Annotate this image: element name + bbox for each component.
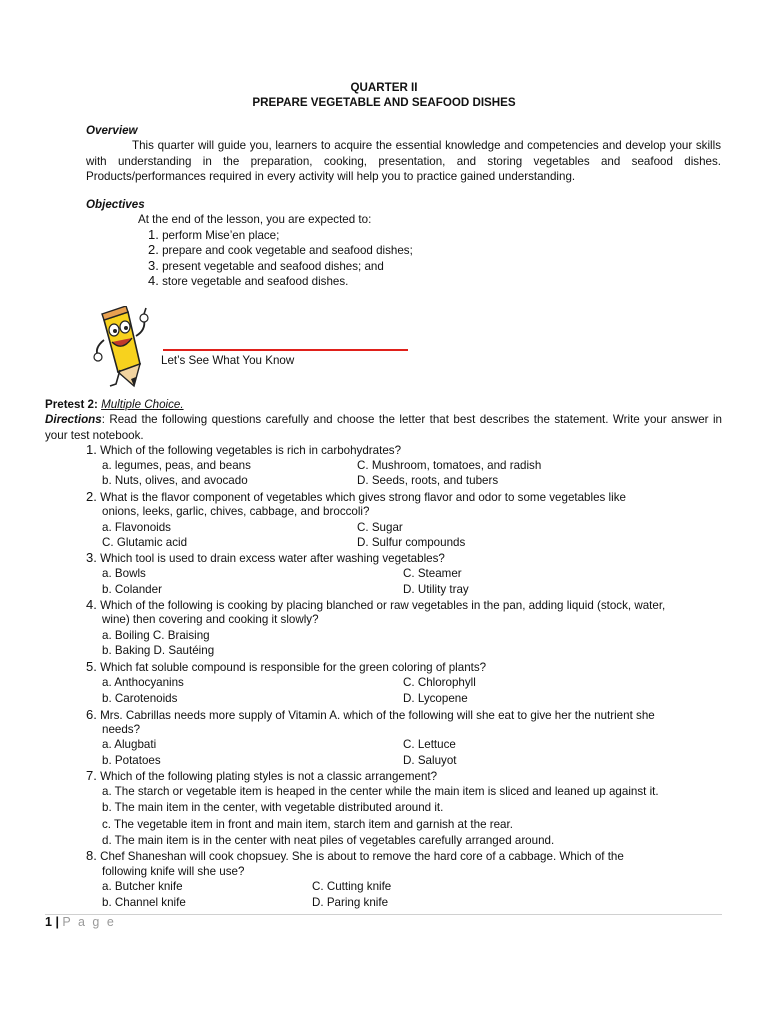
question-7: 7. Which of the following plating styles is not a classic arrangement? bbox=[86, 768, 438, 783]
option: C. Lettuce bbox=[403, 738, 456, 751]
option: a. Butcher knife bbox=[102, 880, 183, 893]
directions-text: : Read the following questions carefully and choose the letter that best describes the statement. Write your answer in your test notebook. bbox=[45, 413, 722, 442]
option: a. Alugbati bbox=[102, 738, 157, 751]
option: D. Sulfur compounds bbox=[357, 536, 466, 549]
question-6: 6. Mrs. Cabrillas needs more supply of Vitamin A. which of the following will she eat to give her the nutrient she bbox=[86, 707, 655, 722]
pretest-label: Pretest 2: bbox=[45, 398, 98, 411]
option: D. Lycopene bbox=[403, 692, 468, 705]
pencil-mascot-icon bbox=[90, 306, 152, 390]
question-2-continued: onions, leeks, garlic, chives, cabbage, and broccoli? bbox=[102, 505, 370, 518]
option: b. Baking D. Sautéing bbox=[102, 644, 215, 657]
option: C. Steamer bbox=[403, 567, 462, 580]
option: D. Seeds, roots, and tubers bbox=[357, 474, 499, 487]
objective-item: 3. present vegetable and seafood dishes; and bbox=[148, 258, 384, 273]
option: a. The starch or vegetable item is heaped in the center while the main item is sliced and leaned up against it. bbox=[102, 785, 659, 798]
page-footer bbox=[45, 915, 116, 931]
question-4: 4. Which of the following is cooking by placing blanched or raw vegetables in the pan, adding liquid (stock, water, bbox=[86, 597, 666, 612]
page-title: PREPARE VEGETABLE AND SEAFOOD DISHES bbox=[252, 96, 516, 109]
question-8-continued: following knife will she use? bbox=[102, 865, 245, 878]
objective-item: 2. prepare and cook vegetable and seafood dishes; bbox=[148, 242, 413, 257]
pretest-heading bbox=[45, 397, 184, 413]
option: a. Anthocyanins bbox=[102, 676, 184, 689]
option: b. Carotenoids bbox=[102, 692, 178, 705]
section-banner-label: Let’s See What You Know bbox=[161, 354, 295, 367]
directions-label: Directions bbox=[45, 413, 102, 426]
option: a. Bowls bbox=[102, 567, 146, 580]
footer-divider bbox=[45, 914, 722, 915]
page-number: 1 bbox=[45, 915, 52, 929]
directions bbox=[45, 412, 722, 443]
option: D. Saluyot bbox=[403, 754, 457, 767]
question-5: 5. Which fat soluble compound is responsible for the green coloring of plants? bbox=[86, 659, 487, 674]
question-2: 2. What is the flavor component of vegetables which gives strong flavor and odor to some vegetables like bbox=[86, 489, 626, 504]
question-3: 3. Which tool is used to drain excess water after washing vegetables? bbox=[86, 550, 445, 565]
option: b. The main item in the center, with vegetable distributed around it. bbox=[102, 801, 444, 814]
quarter-label: QUARTER II bbox=[350, 81, 418, 94]
question-6-continued: needs? bbox=[102, 723, 141, 736]
overview-heading: Overview bbox=[86, 124, 138, 137]
objectives-intro: At the end of the lesson, you are expected to: bbox=[138, 213, 372, 226]
option: C. Chlorophyll bbox=[403, 676, 476, 689]
question-1: 1. Which of the following vegetables is rich in carbohydrates? bbox=[86, 442, 402, 457]
option: D. Utility tray bbox=[403, 583, 469, 596]
objective-item: 1. perform Mise’en place; bbox=[148, 227, 280, 242]
objective-item: 4. store vegetable and seafood dishes. bbox=[148, 273, 349, 288]
pretest-type: Multiple Choice. bbox=[101, 398, 184, 411]
option: C. Glutamic acid bbox=[102, 536, 188, 549]
option: a. Flavonoids bbox=[102, 521, 171, 534]
overview-text: This quarter will guide you, learners to acquire the essential knowledge and competencies and develop your skills with understanding in the preparation, cooking, presentation, and storing vegetables and seafood dishes. Products/performances required in every activity will help you to practice gained understanding. bbox=[86, 139, 721, 183]
option: C. Mushroom, tomatoes, and radish bbox=[357, 459, 542, 472]
objectives-heading: Objectives bbox=[86, 198, 145, 211]
option: C. Cutting knife bbox=[312, 880, 392, 893]
option: b. Nuts, olives, and avocado bbox=[102, 474, 248, 487]
question-8: 8. Chef Shaneshan will cook chopsuey. She is about to remove the hard core of a cabbage. Which of the bbox=[86, 848, 624, 863]
option: b. Channel knife bbox=[102, 896, 186, 909]
option: C. Sugar bbox=[357, 521, 403, 534]
section-divider bbox=[163, 349, 408, 351]
option: d. The main item is in the center with neat piles of vegetables carefully arranged around. bbox=[102, 834, 555, 847]
option: D. Paring knife bbox=[312, 896, 389, 909]
option: c. The vegetable item in front and main item, starch item and garnish at the rear. bbox=[102, 818, 513, 831]
option: a. Boiling C. Braising bbox=[102, 629, 210, 642]
option: b. Potatoes bbox=[102, 754, 161, 767]
option: a. legumes, peas, and beans bbox=[102, 459, 251, 472]
option: b. Colander bbox=[102, 583, 162, 596]
page-separator: | bbox=[55, 915, 59, 929]
question-4-continued: wine) then covering and cooking it slowly? bbox=[102, 613, 319, 626]
page-label: P a g e bbox=[62, 915, 116, 929]
